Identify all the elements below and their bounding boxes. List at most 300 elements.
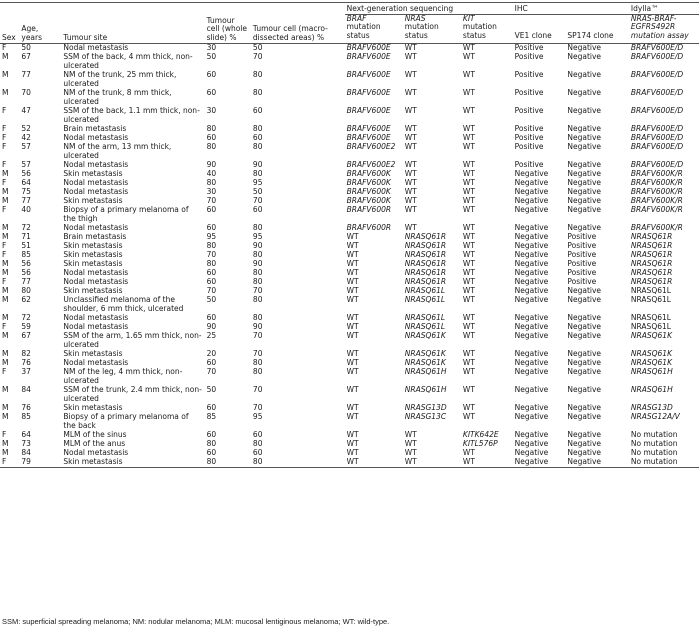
table-row (0, 161, 699, 170)
cell-tumour-macro: 95 (252, 232, 263, 241)
cell-site: Nodal metastasis (63, 187, 129, 196)
table-row (0, 233, 699, 242)
cell-site: Skin metastasis (61, 458, 204, 468)
cell-nras: WT (404, 88, 417, 97)
cell-ve1: Negative (513, 458, 566, 468)
cell-age: 85 (21, 250, 31, 259)
table-row (0, 134, 699, 143)
cell-sex: M (2, 169, 9, 178)
cell-idylla: BRAFV600K/R (630, 205, 683, 214)
cell-ve1: Negative (514, 385, 549, 394)
cell-tumour-whole: 70 (206, 196, 217, 205)
cell-ve1: Positive (514, 142, 544, 151)
cell-age: 80 (21, 286, 31, 295)
cell-braf: WT (346, 322, 359, 331)
cell-idylla: NRASG13D (630, 403, 673, 412)
cell-tumour-macro: 80 (252, 88, 263, 97)
cell-idylla: No mutation (630, 448, 678, 457)
cell-idylla: NRASQ61K (630, 331, 672, 340)
cell-sp174: Negative (567, 385, 602, 394)
cell-kit: WT (462, 349, 475, 358)
cell-idylla: NRASQ61K (630, 349, 672, 358)
cell-kit: WT (462, 259, 475, 268)
cell-sex: M (2, 286, 9, 295)
cell-nras: NRASQ61R (404, 232, 447, 241)
cell-idylla: NRASQ61H (630, 385, 673, 394)
table-row (0, 431, 699, 440)
cell-age: 79 (19, 458, 61, 468)
cell-kit: WT (462, 142, 475, 151)
cell-idylla: NRASQ61L (630, 295, 671, 304)
cell-braf: WT (346, 448, 359, 457)
cell-nras: WT (404, 160, 417, 169)
cell-braf: BRAFV600K (346, 169, 391, 178)
cell-nras: WT (404, 205, 417, 214)
cell-tumour-whole: 80 (206, 142, 217, 151)
cell-idylla: BRAFV600K/R (630, 178, 683, 187)
cell-nras: WT (404, 178, 417, 187)
cell-age: 40 (21, 205, 31, 214)
cell-site: Nodal metastasis (63, 43, 129, 52)
cell-tumour-macro: 50 (252, 43, 263, 52)
cell-sp174: Negative (567, 223, 602, 232)
cell-site: SSM of the back, 1.1 mm thick, non-ulcerated (63, 106, 200, 124)
cell-age: 72 (21, 223, 31, 232)
cell-nras: WT (404, 124, 417, 133)
cell-braf: BRAFV600K (346, 178, 391, 187)
table-row (0, 53, 699, 71)
cell-site: Nodal metastasis (63, 178, 129, 187)
cell-kit: WT (461, 458, 513, 468)
cell-sp174: Negative (567, 160, 602, 169)
cell-ve1: Negative (514, 205, 549, 214)
cell-site: MLM of the anus (63, 439, 126, 448)
cell-braf: BRAFV600E (346, 88, 391, 97)
table-row (0, 170, 699, 179)
cell-kit: WT (462, 250, 475, 259)
cell-tumour-whole: 70 (206, 286, 217, 295)
cell-site: NM of the trunk, 25 mm thick, ulcerated (63, 70, 177, 88)
cell-ve1: Negative (514, 250, 549, 259)
cell-tumour-macro: 80 (252, 367, 263, 376)
cell-site: Nodal metastasis (63, 133, 129, 142)
cell-tumour-whole: 60 (206, 358, 217, 367)
cell-nras: WT (404, 223, 417, 232)
table-row (0, 323, 699, 332)
cell-braf: BRAFV600E2 (346, 160, 396, 169)
cell-tumour-whole: 30 (206, 187, 217, 196)
cell-tumour-whole: 70 (206, 250, 217, 259)
cell-kit: WT (462, 286, 475, 295)
cell-idylla: BRAFV600E/D (630, 124, 684, 133)
cell-site: Nodal metastasis (63, 223, 129, 232)
cell-tumour-macro: 80 (252, 439, 263, 448)
table-row (0, 206, 699, 224)
cell-idylla: NRASQ61R (630, 259, 673, 268)
cell-nras: NRASQ61L (404, 295, 446, 304)
cell-kit: WT (462, 241, 475, 250)
header-age: Age, years (19, 3, 61, 44)
cell-tumour-whole: 60 (206, 430, 217, 439)
cell-site: Skin metastasis (63, 241, 123, 250)
cell-braf: WT (346, 412, 359, 421)
cell-sex: M (2, 52, 9, 61)
table-row (0, 125, 699, 134)
cell-ve1: Negative (514, 412, 549, 421)
table-row (0, 197, 699, 206)
table-row (0, 359, 699, 368)
cell-kit: WT (462, 412, 475, 421)
cell-tumour-whole: 50 (206, 385, 217, 394)
cell-kit: WT (462, 196, 475, 205)
cell-kit: WT (462, 160, 475, 169)
cell-nras: WT (404, 106, 417, 115)
cell-kit: WT (462, 358, 475, 367)
cell-idylla: BRAFV600E/D (630, 142, 684, 151)
cell-kit: KITL576P (462, 439, 498, 448)
cell-site: Nodal metastasis (63, 322, 129, 331)
cell-site: Nodal metastasis (63, 448, 129, 457)
header-group-ngs: Next-generation sequencing (345, 3, 513, 15)
cell-braf: BRAFV600E (346, 106, 391, 115)
header-idylla-assay: NRAS-BRAF-EGFRS492R mutation assay (629, 14, 699, 43)
table-row (0, 296, 699, 314)
cell-sp174: Negative (567, 205, 602, 214)
cell-age: 71 (21, 232, 31, 241)
cell-ve1: Positive (514, 52, 544, 61)
cell-site: Nodal metastasis (63, 313, 129, 322)
cell-nras: NRASQ61H (404, 385, 447, 394)
cell-age: 77 (21, 196, 31, 205)
cell-tumour-whole: 80 (206, 259, 217, 268)
table-row (0, 314, 699, 323)
cell-sp174: Negative (567, 169, 602, 178)
cell-ve1: Negative (514, 313, 549, 322)
cell-age: 51 (21, 241, 31, 250)
cell-idylla: BRAFV600E/D (630, 106, 684, 115)
cell-tumour-macro: 60 (252, 133, 263, 142)
cell-site: Brain metastasis (63, 232, 127, 241)
cell-age: 62 (21, 295, 31, 304)
cell-kit: WT (462, 52, 475, 61)
cell-idylla: NRASQ61L (630, 286, 671, 295)
cell-sex: M (2, 448, 9, 457)
table-row (0, 278, 699, 287)
cell-idylla: NRASQ61R (630, 250, 673, 259)
header-braf-gene: BRAF (346, 14, 367, 23)
cell-sex: M (2, 232, 9, 241)
cell-tumour-whole: 60 (206, 313, 217, 322)
cell-nras: NRASQ61K (404, 358, 446, 367)
cell-nras: NRASQ61L (404, 322, 446, 331)
cell-nras: WT (404, 439, 417, 448)
cell-ve1: Negative (514, 187, 549, 196)
cell-braf: WT (346, 241, 359, 250)
cell-sex: M (2, 70, 9, 79)
cell-age: 77 (21, 277, 31, 286)
cell-kit: WT (462, 169, 475, 178)
cell-idylla: BRAFV600E/D (630, 70, 684, 79)
cell-idylla: No mutation (629, 458, 699, 468)
cell-ve1: Negative (514, 259, 549, 268)
cell-sp174: Positive (567, 277, 597, 286)
cell-sp174: Positive (567, 268, 597, 277)
cell-site: Skin metastasis (63, 169, 123, 178)
header-nras-gene: NRAS (404, 14, 426, 23)
cell-sex: M (2, 331, 9, 340)
cell-age: 56 (21, 259, 31, 268)
cell-nras: WT (404, 133, 417, 142)
cell-ve1: Negative (514, 169, 549, 178)
cell-idylla: NRASQ61R (630, 241, 673, 250)
cell-idylla: NRASQ61L (630, 313, 671, 322)
header-tumour-cell-macro: Tumour cell (macro-dissected areas) % (251, 3, 345, 44)
cell-tumour-whole: 60 (206, 88, 217, 97)
cell-idylla: BRAFV600K/R (630, 196, 683, 205)
cell-tumour-macro: 90 (252, 241, 263, 250)
cell-tumour-macro: 80 (252, 313, 263, 322)
cell-site: NM of the trunk, 8 mm thick, ulcerated (63, 88, 172, 106)
cell-ve1: Negative (514, 331, 549, 340)
cell-sp174: Negative (567, 70, 602, 79)
cell-ve1: Positive (514, 124, 544, 133)
cell-site: Nodal metastasis (63, 268, 129, 277)
cell-sex: M (2, 196, 9, 205)
cell-tumour-whole: 60 (206, 277, 217, 286)
cell-sp174: Negative (567, 448, 602, 457)
table-row (0, 143, 699, 161)
cell-age: 67 (21, 331, 31, 340)
cell-tumour-macro: 70 (252, 331, 263, 340)
cell-kit: WT (462, 43, 475, 52)
cell-kit: WT (462, 403, 475, 412)
cell-nras: WT (404, 187, 417, 196)
cell-sp174: Positive (567, 250, 597, 259)
cell-sex: M (2, 412, 9, 421)
cell-site: SSM of the back, 4 mm thick, non-ulcerated (63, 52, 193, 70)
cell-nras: NRASG13D (404, 403, 447, 412)
cell-idylla: No mutation (630, 439, 678, 448)
cell-site: Nodal metastasis (63, 358, 129, 367)
cell-tumour-macro: 90 (252, 259, 263, 268)
cell-age: 85 (21, 412, 31, 421)
cell-tumour-whole: 60 (206, 403, 217, 412)
cell-braf: BRAFV600E2 (346, 142, 396, 151)
cell-sex: F (2, 133, 7, 142)
cell-sex: M (2, 385, 9, 394)
cell-tumour-macro: 90 (252, 322, 263, 331)
cell-tumour-whole: 25 (206, 331, 217, 340)
cell-ve1: Positive (514, 70, 544, 79)
cell-sex: M (2, 259, 9, 268)
cell-sp174: Negative (567, 403, 602, 412)
cell-nras: NRASQ61R (404, 268, 447, 277)
cell-sp174: Negative (567, 358, 602, 367)
cell-tumour-macro: 70 (252, 286, 263, 295)
cell-age: 70 (21, 88, 31, 97)
cell-braf: BRAFV600E (346, 133, 391, 142)
table-row (0, 89, 699, 107)
table-row (0, 71, 699, 89)
cell-idylla: BRAFV600K/R (630, 187, 683, 196)
cell-ve1: Negative (514, 439, 549, 448)
cell-nras: WT (404, 52, 417, 61)
cell-idylla: No mutation (630, 430, 678, 439)
cell-idylla: BRAFV600E/D (630, 133, 684, 142)
cell-nras: NRASQ61L (404, 286, 446, 295)
cell-sp174: Negative (567, 178, 602, 187)
cell-age: 37 (21, 367, 31, 376)
cell-nras: WT (404, 430, 417, 439)
cell-age: 76 (21, 358, 31, 367)
cell-age: 72 (21, 313, 31, 322)
cell-age: 50 (21, 43, 31, 52)
cell-nras: NRASQ61R (404, 259, 447, 268)
cell-kit: WT (462, 223, 475, 232)
cell-sp174: Negative (567, 196, 602, 205)
cell-nras: WT (404, 448, 417, 457)
cell-tumour-macro: 60 (252, 430, 263, 439)
cell-age: 73 (21, 439, 31, 448)
table-row (0, 179, 699, 188)
cell-braf: BRAFV600R (346, 223, 392, 232)
cell-sex: M (2, 313, 9, 322)
cell-tumour-whole: 80 (205, 458, 251, 468)
cell-sp174: Positive (567, 259, 597, 268)
table-row (0, 269, 699, 278)
cell-sp174: Negative (567, 349, 602, 358)
cell-tumour-whole: 30 (206, 43, 217, 52)
cell-site: Skin metastasis (63, 349, 123, 358)
cell-tumour-macro: 70 (252, 196, 263, 205)
cell-kit: WT (462, 367, 475, 376)
cell-braf: WT (346, 295, 359, 304)
cell-age: 42 (21, 133, 31, 142)
cell-sex: M (2, 349, 9, 358)
cell-sp174: Negative (567, 430, 602, 439)
cell-tumour-whole: 90 (206, 322, 217, 331)
cell-tumour-macro: 95 (252, 178, 263, 187)
cell-braf: BRAFV600R (346, 205, 392, 214)
cell-sex: F (2, 241, 7, 250)
cell-ve1: Negative (514, 286, 549, 295)
cell-sp174: Negative (565, 458, 629, 468)
cell-tumour-macro: 80 (252, 169, 263, 178)
cell-sex: M (2, 268, 9, 277)
cell-kit: WT (462, 322, 475, 331)
cell-tumour-whole: 60 (206, 70, 217, 79)
cell-braf: BRAFV600K (346, 187, 391, 196)
table-row (0, 188, 699, 197)
cell-nras: NRASQ61K (404, 331, 446, 340)
header-site: Tumour site (61, 3, 204, 44)
cell-braf: BRAFV600E (346, 124, 391, 133)
cell-age: 64 (21, 430, 31, 439)
cell-braf: WT (346, 259, 359, 268)
cell-braf: WT (346, 331, 359, 340)
cell-sp174: Negative (567, 412, 602, 421)
cell-sex: F (2, 106, 7, 115)
table-body (0, 43, 699, 467)
cell-tumour-macro: 80 (252, 124, 263, 133)
cell-idylla: BRAFV600K/R (630, 169, 683, 178)
header-sp174-clone: SP174 clone (565, 14, 629, 43)
cell-braf: WT (346, 232, 359, 241)
cell-tumour-whole: 70 (206, 367, 217, 376)
table-row (0, 350, 699, 359)
cell-tumour-macro: 50 (252, 187, 263, 196)
cell-sp174: Positive (567, 232, 597, 241)
cell-age: 52 (21, 124, 31, 133)
table-row (0, 43, 699, 53)
cell-tumour-macro: 80 (252, 295, 263, 304)
cell-sex: F (2, 430, 7, 439)
cell-age: 84 (21, 448, 31, 457)
cell-braf: WT (346, 250, 359, 259)
header-nras-status (403, 14, 461, 43)
cell-site: NM of the leg, 4 mm thick, non-ulcerated (63, 367, 183, 385)
cell-kit: WT (462, 133, 475, 142)
cell-tumour-whole: 90 (206, 160, 217, 169)
cell-kit: WT (462, 268, 475, 277)
cell-sex: F (2, 142, 7, 151)
cell-tumour-whole: 80 (206, 124, 217, 133)
cell-ve1: Negative (514, 232, 549, 241)
cell-kit: WT (462, 295, 475, 304)
cell-age: 56 (21, 268, 31, 277)
cell-sp174: Negative (567, 43, 602, 52)
cell-ve1: Negative (514, 295, 549, 304)
cell-sex: M (2, 223, 9, 232)
cell-nras: NRASQ61H (404, 367, 447, 376)
cell-kit: WT (462, 205, 475, 214)
table-row (0, 404, 699, 413)
cell-ve1: Negative (514, 322, 549, 331)
cell-age: 57 (21, 142, 31, 151)
table-row (0, 251, 699, 260)
cell-site: Nodal metastasis (63, 277, 129, 286)
cell-kit: WT (462, 106, 475, 115)
cell-ve1: Negative (514, 277, 549, 286)
table-row (0, 260, 699, 269)
cell-tumour-macro: 90 (252, 160, 263, 169)
cell-tumour-whole: 40 (206, 169, 217, 178)
cell-tumour-macro: 80 (251, 458, 345, 468)
cell-site: Unclassified melanoma of the shoulder, 6 mm thick, ulcerated (63, 295, 184, 313)
cell-age: 64 (21, 178, 31, 187)
header-braf-rest: mutation status (346, 22, 381, 41)
cell-site: Skin metastasis (63, 286, 123, 295)
cell-nras: NRASQ61L (404, 313, 446, 322)
cell-sp174: Negative (567, 439, 602, 448)
cell-tumour-whole: 60 (206, 268, 217, 277)
cell-tumour-whole: 20 (206, 349, 217, 358)
cell-ve1: Negative (514, 403, 549, 412)
cell-ve1: Negative (514, 430, 549, 439)
cell-sp174: Negative (567, 88, 602, 97)
cell-sp174: Negative (567, 295, 602, 304)
cell-age: 75 (21, 187, 31, 196)
cell-tumour-macro: 70 (252, 385, 263, 394)
cell-tumour-macro: 60 (252, 205, 263, 214)
cell-tumour-whole: 60 (206, 448, 217, 457)
cell-sp174: Positive (567, 241, 597, 250)
cell-braf: WT (346, 430, 359, 439)
cell-age: 56 (21, 169, 31, 178)
cell-braf: WT (345, 458, 403, 468)
table-row (0, 287, 699, 296)
cell-sex: F (2, 43, 7, 52)
